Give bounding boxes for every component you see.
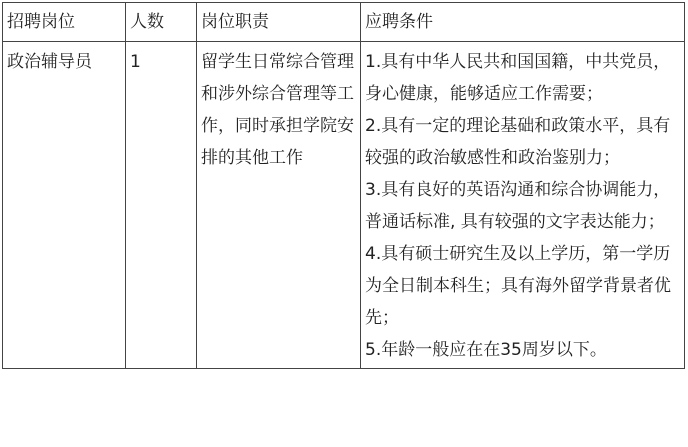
header-requirements: 应聘条件: [361, 3, 685, 42]
table-row: [3, 42, 685, 369]
cell-count: 1: [126, 42, 197, 369]
cell-duties: 留学生日常综合管理和涉外综合管理等工作，同时承担学院安排的其他工作: [197, 42, 361, 369]
cell-position: 政治辅导员: [3, 42, 126, 369]
requirement-item-1: 1.具有中华人民共和国国籍，中共党员，身心健康，能够适应工作需要；: [365, 52, 671, 104]
header-count: 人数: [126, 3, 197, 42]
recruitment-table: [2, 2, 685, 369]
header-duties: 岗位职责: [197, 3, 361, 42]
header-position: 招聘岗位: [3, 3, 126, 42]
requirement-item-5: 5.年龄一般应在在35周岁以下。: [365, 340, 607, 360]
requirement-item-3: 3.具有良好的英语沟通和综合协调能力，普通话标准, 具有较强的文字表达能力；: [365, 180, 671, 232]
requirement-item-2: 2.具有一定的理论基础和政策水平，具有较强的政治敏感性和政治鉴别力；: [365, 116, 671, 168]
cell-requirements: [361, 42, 685, 369]
requirement-item-4: 4.具有硕士研究生及以上学历，第一学历为全日制本科生；具有海外留学背景者优先；: [365, 244, 671, 328]
table-header-row: [3, 3, 685, 42]
